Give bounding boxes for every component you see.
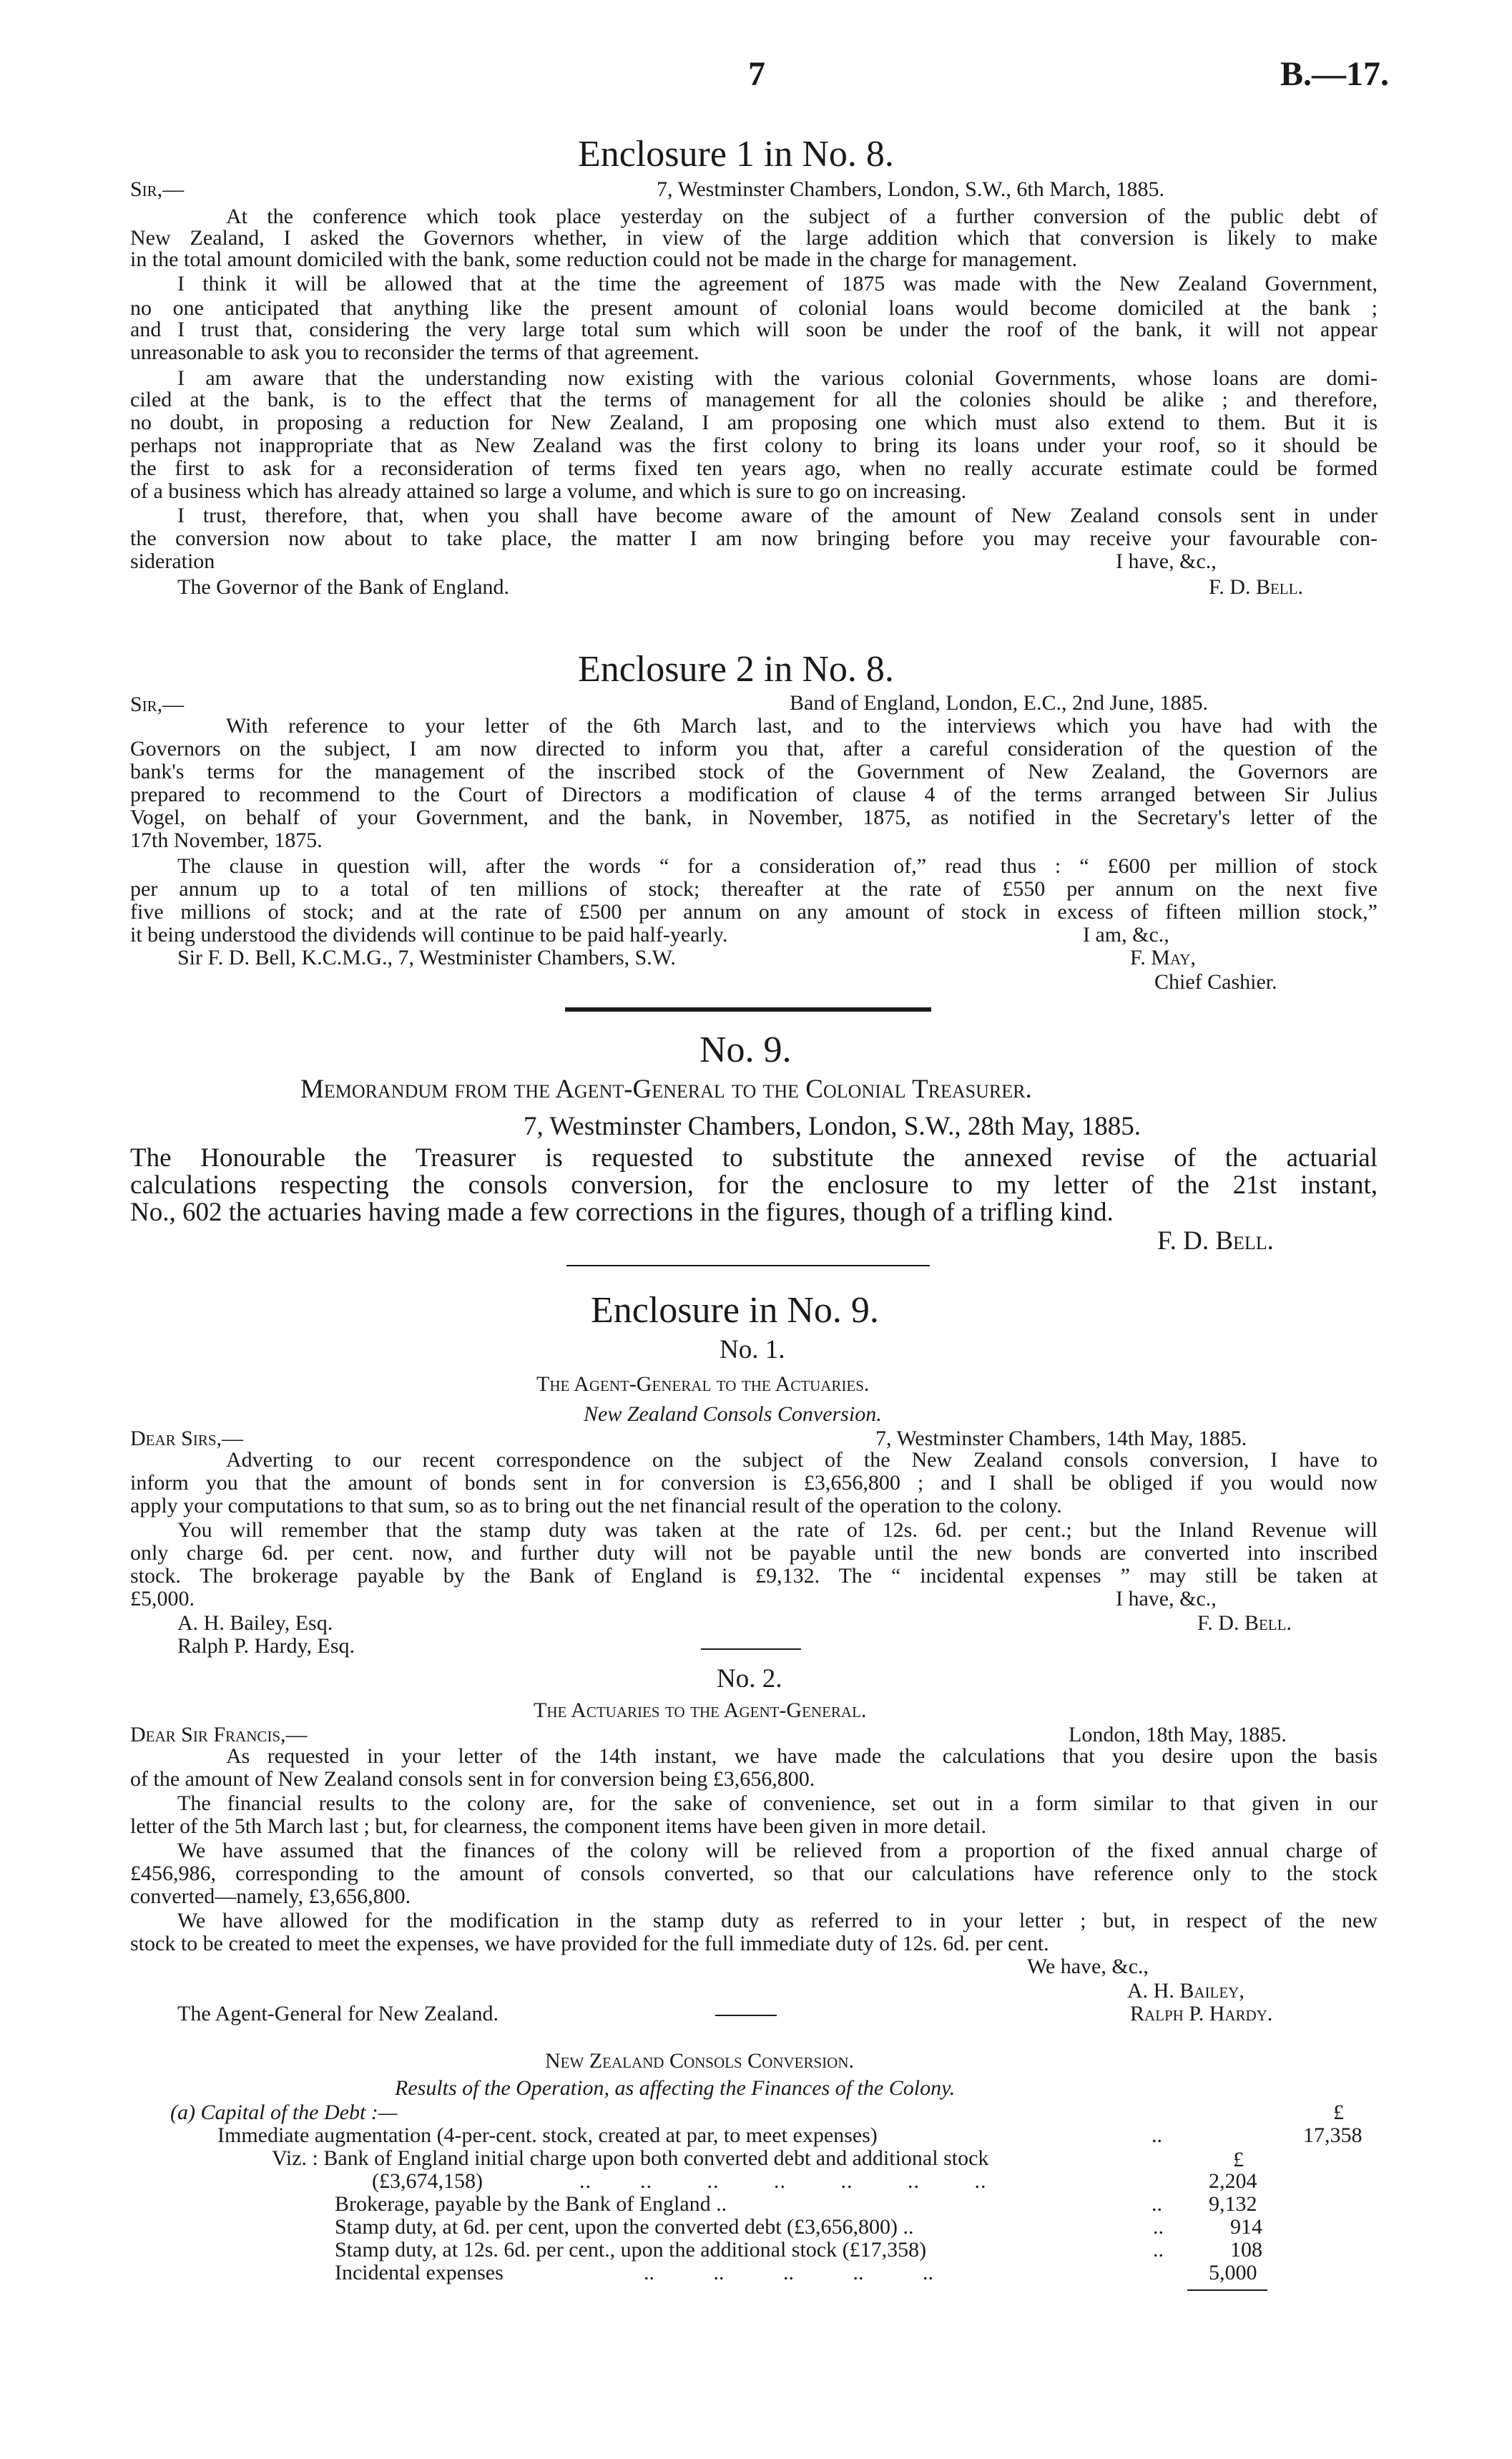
table-item-value: 2,204 [1209,2169,1257,2193]
body-line: We have allowed for the modification in the stamp duty as referred to in your letter ; but, in respect of the new [177,1909,1378,1932]
letter-2-address: London, 18th May, 1885. [1069,1723,1287,1746]
letter-1-subtitle: New Zealand Consols Conversion. [584,1402,882,1426]
body-line: bank's terms for the management of the inscribed stock of the Government of New Zealand, the Governors are [130,760,1378,783]
letter-2-number: No. 2. [717,1664,782,1693]
body-line: We have assumed that the finances of the colony will be relieved from a proportion of the fixed annual charge of [177,1839,1378,1862]
letter-divider-rule [701,1648,801,1650]
enclosure-1-addressee: The Governor of the Bank of England. [177,575,510,599]
body-line: The financial results to the colony are, for the sake of convenience, set out in a form similar to that given in our [177,1791,1378,1815]
body-line: of a business which has already attained so large a volume, and which is sure to go on increasing. [130,479,967,503]
body-line: the first to ask for a reconsideration of terms fixed ten years ago, when no really accurate estimate could be formed [130,456,1378,480]
body-line: it being understood the dividends will continue to be paid half-yearly. [130,923,728,947]
letter-1-addressee-1: A. H. Bailey, Esq. [177,1611,333,1635]
letter-1-title: The Agent-General to the Actuaries. [536,1372,870,1396]
letter-2-salutation: Dear Sir Francis,— [130,1723,308,1746]
table-item-value: 108 [1230,2238,1262,2262]
body-line: in the total amount domiciled with the bank, some reduction could not be made in the charge for management. [130,248,1078,271]
dot-leader: .. .. .. .. .. [644,2261,933,2284]
body-line: of the amount of New Zealand consols sent in for conversion being £3,656,800. [130,1767,815,1791]
dot-leader: .. .. .. .. .. .. .. [579,2169,987,2193]
table-title: New Zealand Consols Conversion. [545,2049,854,2073]
body-line: £456,986, corresponding to the amount of consols converted, so that our calculations have reference only to the stock [130,1862,1378,1885]
table-currency-header: £ [1333,2101,1344,2124]
body-line: letter of the 5th March last ; but, for clearness, the component items have been given in more detail. [130,1814,987,1838]
body-line: no doubt, in proposing a reduction for New Zealand, I am proposing one which must also extend to them. But it is [130,411,1378,434]
dot-leader: .. [1152,2123,1162,2147]
letter-2-title: The Actuaries to the Agent-General. [534,1698,867,1722]
document-reference: B.—17. [1280,55,1390,93]
section-divider-rule [566,1265,930,1266]
enclosure-2-address: Band of England, London, E.C., 2nd June, 1885. [790,691,1208,715]
dot-leader: .. [1153,2215,1164,2239]
page-number: 7 [748,55,765,93]
table-augmentation-value: 17,358 [1303,2123,1363,2147]
body-line: You will remember that the stamp duty was taken at the rate of 12s. 6d. per cent.; but the Inland Revenue will [177,1518,1378,1542]
body-line: five millions of stock; and at the rate of £500 per annum on any amount of stock in excess of fifteen million stock,” [130,900,1378,924]
body-line: 17th November, 1875. [130,828,323,852]
enclosure-1-address: 7, Westminster Chambers, London, S.W., 6th March, 1885. [657,177,1165,201]
body-line: I trust, therefore, that, when you shall have become aware of the amount of New Zealand consols sent in under [177,504,1378,527]
letter-1-closing: I have, &c., [1116,1587,1217,1610]
body-line: stock. The brokerage payable by the Bank of England is £9,132. The “ incidental expenses ” may still be taken at [130,1564,1378,1588]
table-item-label: Stamp duty, at 6d. per cent, upon the converted debt (£3,656,800) .. [335,2215,914,2239]
body-line: New Zealand, I asked the Governors whether, in view of the large addition which that conversion is likely to make [130,226,1378,250]
letter-divider-rule [715,2015,777,2016]
body-line: only charge 6d. per cent. now, and further duty will not be payable until the new bonds are converted into inscribed [130,1541,1378,1565]
table-item-label: Brokerage, payable by the Bank of England .. [335,2192,727,2216]
body-line: The clause in question will, after the words “ for a consideration of,” read thus : “ £600 per million of stock [177,854,1378,878]
body-line: Adverting to our recent correspondence on the subject of the New Zealand consols conversion, I have to [226,1448,1378,1472]
letter-1-address: 7, Westminster Chambers, 14th May, 1885. [875,1427,1247,1450]
body-line: ciled at the bank, is to the effect that the terms of management for all the colonies should be alike ; and therefore, [130,388,1378,411]
enclosure-2-closing: I am, &c., [1083,923,1169,947]
body-line: perhaps not inappropriate that as New Zealand was the first colony to bring its loans under your roof, so it should be [130,434,1378,457]
body-line: The Honourable the Treasurer is requested to substitute the annexed revise of the actuarial [130,1143,1378,1173]
body-line: stock to be created to meet the expenses, we have provided for the full immediate duty of 12s. 6d. per cent. [130,1932,1049,1955]
table-viz-label: Viz. : Bank of England initial charge upon both converted debt and additional stock [272,2146,989,2170]
body-line: the conversion now about to take place, the matter I am now bringing before you may receive your favourable con- [130,527,1378,550]
body-line: Governors on the subject, I am now directed to inform you that, after a careful consideration of the question of the [130,737,1378,761]
letter-1-salutation: Dear Sirs,— [130,1427,244,1450]
no-9-memo-title: Memorandum from the Agent-General to the Colonial Treasurer. [300,1075,1032,1104]
body-line: prepared to recommend to the Court of Directors a modification of clause 4 of the terms arranged between Sir Julius [130,783,1378,806]
body-line: apply your computations to that sum, so as to bring out the net financial result of the operation to the colony. [130,1494,1062,1517]
dot-leader: .. [1153,2238,1164,2262]
table-item-label: Incidental expenses [335,2261,504,2284]
enclosure-2-addressee: Sir F. D. Bell, K.C.M.G., 7, Westminister Chambers, S.W. [177,946,676,969]
enclosure-1-signature: F. D. Bell. [1209,575,1303,599]
letter-1-addressee-2: Ralph P. Hardy, Esq. [177,1634,355,1658]
table-sum-rule [1187,2289,1267,2291]
body-line: per annum up to a total of ten millions of stock; thereafter at the rate of £550 per annum on the next five [130,877,1378,901]
body-line: £5,000. [130,1587,195,1610]
body-line: As requested in your letter of the 14th instant, we have made the calculations that you desire upon the basis [226,1744,1378,1768]
table-item-value: 9,132 [1209,2192,1257,2216]
enclosure-no-9-heading: Enclosure in No. 9. [591,1290,879,1331]
enclosure-2-signature: F. May, [1130,946,1196,969]
table-item-value: 914 [1230,2215,1262,2239]
no-9-heading: No. 9. [699,1030,792,1070]
body-line: With reference to your letter of the 6th March last, and to the interviews which you have had with the [226,714,1378,738]
table-section-a: (a) Capital of the Debt :— [170,2101,398,2124]
table-viz-continuation: (£3,674,158) [372,2169,483,2193]
body-line: I think it will be allowed that at the time the agreement of 1875 was made with the New Zealand Government, [177,272,1378,295]
letter-1-signature: F. D. Bell. [1197,1611,1292,1635]
enclosure-1-heading: Enclosure 1 in No. 8. [578,134,894,175]
table-subcurrency-header: £ [1233,2148,1244,2171]
body-line: inform you that the amount of bonds sent in for conversion is £3,656,800 ; and I shall be obliged if you would now [130,1471,1378,1495]
section-divider-rule [565,1007,931,1012]
enclosure-2-heading: Enclosure 2 in No. 8. [578,649,894,690]
table-item-label: Stamp duty, at 12s. 6d. per cent., upon the additional stock (£17,358) [335,2238,927,2262]
body-line: No., 602 the actuaries having made a few corrections in the figures, though of a trifling kind. [130,1198,1114,1227]
enclosure-2-salutation: Sir,— [130,693,185,716]
table-subtitle: Results of the Operation, as affecting the Finances of the Colony. [395,2076,956,2100]
body-line: and I trust that, considering the very large total sum which will soon be under the roof of the bank, it will not appear [130,318,1378,341]
letter-1-number: No. 1. [720,1335,785,1364]
enclosure-1-closing: I have, &c., [1116,549,1217,573]
body-line: At the conference which took place yesterday on the subject of a further conversion of the public debt of [226,205,1378,228]
body-line: converted—namely, £3,656,800. [130,1884,411,1908]
letter-2-signature-1: A. H. Bailey, [1127,1979,1245,2003]
body-line: sideration [130,549,215,573]
no-9-address: 7, Westminster Chambers, London, S.W., 28th May, 1885. [524,1112,1142,1141]
letter-2-closing: We have, &c., [1027,1955,1149,1978]
letter-2-signature-2: Ralph P. Hardy. [1130,2002,1273,2025]
body-line: unreasonable to ask you to reconsider the terms of that agreement. [130,341,699,364]
enclosure-1-salutation: Sir,— [130,177,185,201]
no-9-signature: F. D. Bell. [1157,1226,1274,1256]
body-line: no one anticipated that anything like the present amount of colonial loans would become domiciled at the bank ; [130,296,1378,320]
table-augmentation-label: Immediate augmentation (4-per-cent. stock, created at par, to meet expenses) [217,2123,878,2147]
body-line: calculations respecting the consols conversion, for the enclosure to my letter of the 21st instant, [130,1170,1378,1200]
table-item-value: 5,000 [1209,2261,1257,2284]
dot-leader: .. [1152,2192,1162,2216]
body-line: I am aware that the understanding now existing with the various colonial Governments, whose loans are domi- [177,366,1378,390]
enclosure-2-signature-title: Chief Cashier. [1154,970,1277,994]
letter-2-addressee: The Agent-General for New Zealand. [177,2002,499,2025]
body-line: Vogel, on behalf of your Government, and the bank, in November, 1875, as notified in the Secretary's letter of the [130,806,1378,829]
